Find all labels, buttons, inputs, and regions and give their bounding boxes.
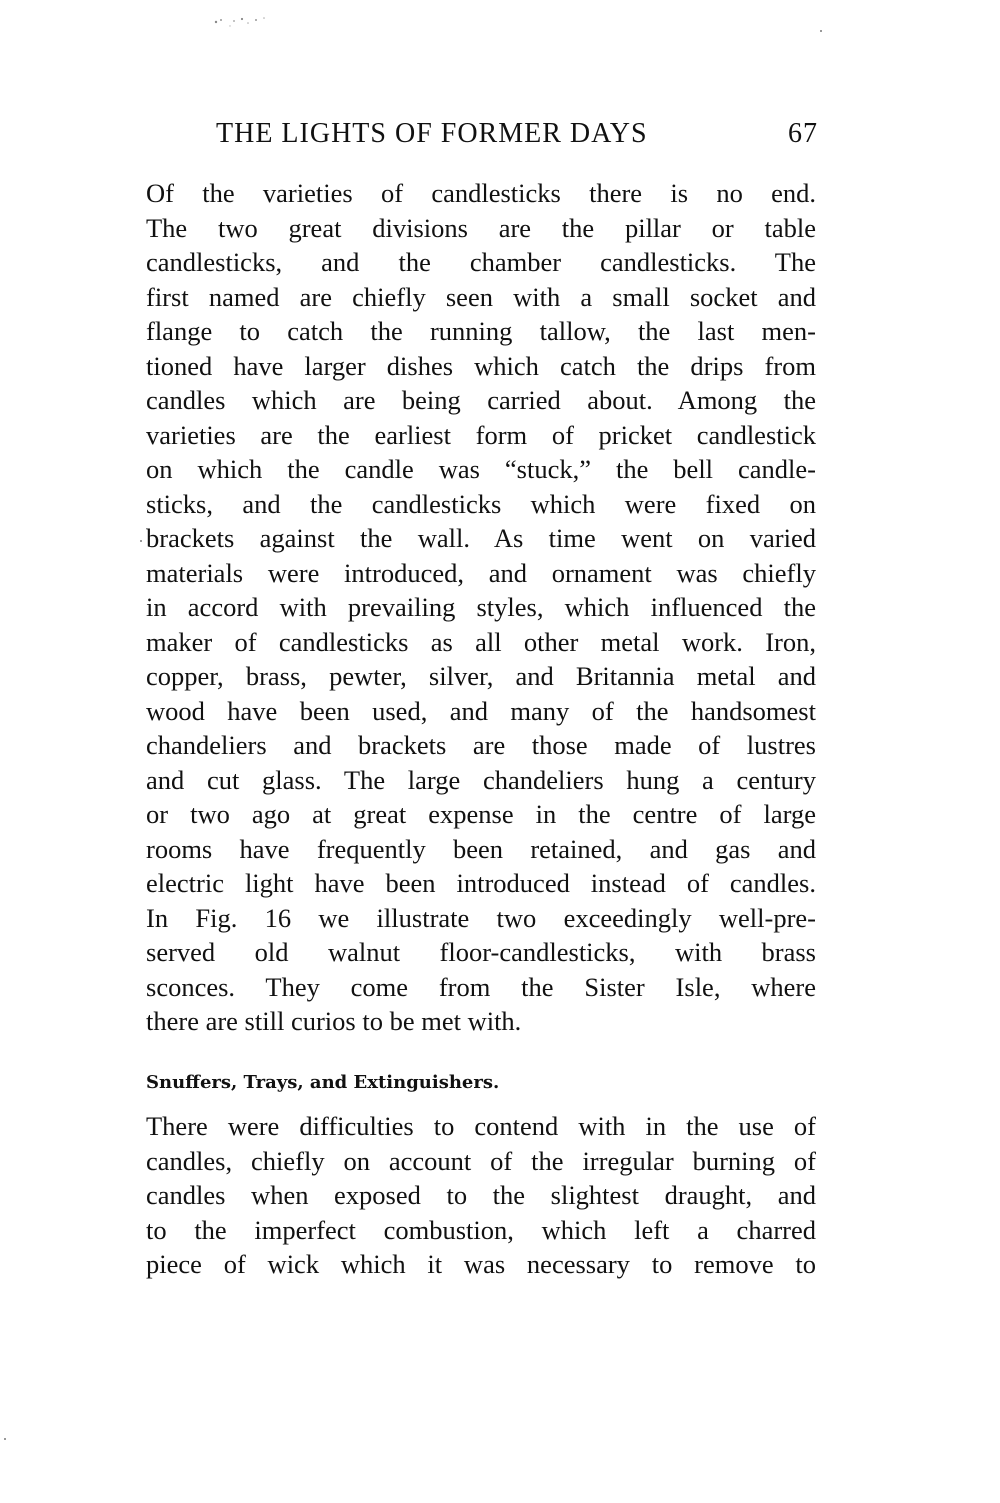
text-line: brackets against the wall. As time went on varied (146, 523, 816, 553)
text-line: electric light have been introduced instead of candles. (146, 868, 816, 898)
text-line: rooms have frequently been retained, and gas and (146, 833, 816, 864)
margin-speck (820, 30, 822, 32)
text-line: or two ago at great expense in the centre of large (146, 799, 816, 829)
text-line: The two great divisions are the pillar or table (146, 212, 816, 243)
text-line: In Fig. 16 we illustrate two exceedingly well-pre- (146, 902, 816, 933)
text-line: flange to catch the running tallow, the last men- (146, 316, 816, 346)
text-line: wood have been used, and many of the handsomest (146, 695, 816, 726)
print-speck (212, 14, 282, 28)
page-number: 67 (788, 118, 818, 149)
text-line: candlesticks, and the chamber candlesticks. The (146, 247, 816, 277)
text-line: maker of candlesticks as all other metal work. Iron, (146, 626, 816, 657)
paragraph-candlesticks (146, 176, 816, 1039)
text-line: in accord with prevailing styles, which influenced the (146, 592, 816, 622)
running-head (216, 118, 818, 158)
text-line: materials were introduced, and ornament was chiefly (146, 557, 816, 588)
margin-speck (4, 1438, 6, 1440)
text-line: sconces. They come from the Sister Isle, where (146, 971, 816, 1002)
text-line: and cut glass. The large chandeliers hung a century (146, 764, 816, 795)
text-line: chandeliers and brackets are those made of lustres (146, 730, 816, 760)
paragraph-snuffers (146, 1109, 816, 1282)
text-line: Of the varieties of candlesticks there is no end. (146, 178, 816, 208)
text-line: there are still curios to be met with. (146, 1006, 522, 1036)
text-line: first named are chiefly seen with a small socket and (146, 281, 816, 312)
running-head-title: THE LIGHTS OF FORMER DAYS (216, 118, 648, 149)
text-line: candles when exposed to the slightest draught, and (146, 1180, 816, 1210)
text-line: candles which are being carried about. Among the (146, 385, 816, 415)
text-line: to the imperfect combustion, which left a charred (146, 1214, 816, 1245)
text-line: sticks, and the candlesticks which were fixed on (146, 488, 816, 519)
text-line: varieties are the earliest form of pricket candlestick (146, 419, 816, 450)
text-line: served old walnut floor-candlesticks, with brass (146, 937, 816, 967)
text-line: tioned have larger dishes which catch the drips from (146, 350, 816, 381)
text-line: candles, chiefly on account of the irregular burning of (146, 1145, 816, 1176)
text-line: on which the candle was “stuck,” the bell candle- (146, 454, 816, 484)
text-line: piece of wick which it was necessary to remove to (146, 1249, 816, 1279)
section-subheading: Snuffers, Trays, and Extinguishers. (146, 1072, 500, 1093)
text-line: copper, brass, pewter, silver, and Britannia metal and (146, 661, 816, 691)
margin-speck (140, 540, 142, 542)
text-line: There were difficulties to contend with in the use of (146, 1111, 816, 1141)
